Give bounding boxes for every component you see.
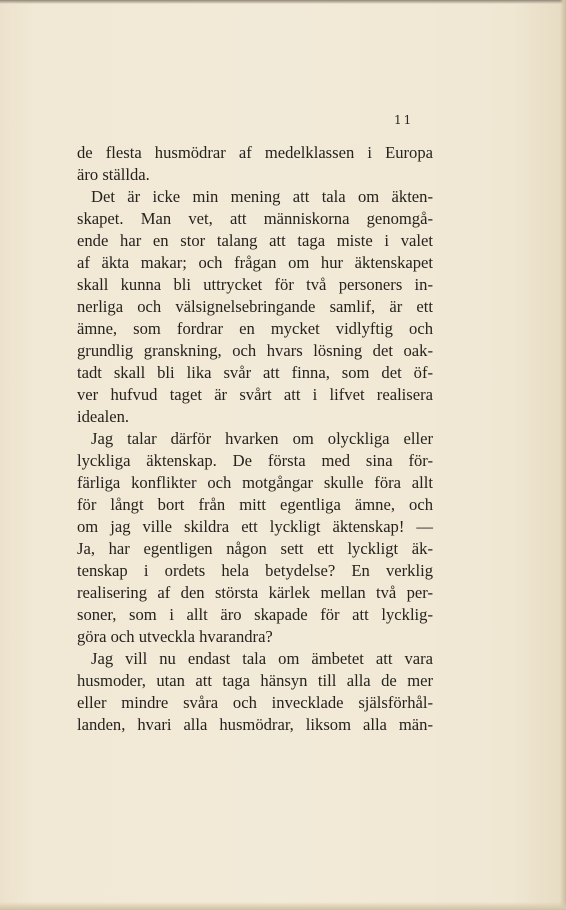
- page-bottom-edge: [0, 902, 566, 910]
- text-line: skapet. Man vet, att människorna genomgå-: [77, 209, 433, 228]
- page-number: 11: [394, 113, 414, 127]
- text-line: Jag vill nu endast tala om ämbetet att vara: [91, 649, 433, 668]
- page-top-edge: [0, 0, 566, 4]
- text-line: Jag talar därför hvarken om olyckliga eller: [91, 429, 433, 448]
- text-line: göra och utveckla hvarandra?: [77, 627, 273, 646]
- text-line: Ja, har egentligen någon sett ett lyckligt äk-: [77, 539, 433, 558]
- text-line: färliga konflikter och motgångar skulle föra allt: [77, 473, 433, 492]
- text-line: ver hufvud taget är svårt att i lifvet realisera: [77, 385, 433, 404]
- text-line: för långt bort från mitt egentliga ämne, och: [77, 495, 433, 514]
- text-line: landen, hvari alla husmödrar, liksom alla män-: [77, 715, 433, 734]
- text-line: idealen.: [77, 407, 130, 426]
- text-line: tadt skall bli lika svår att finna, som det öf-: [77, 363, 433, 382]
- text-line: soner, som i allt äro skapade för att lycklig-: [77, 605, 433, 624]
- text-line: husmoder, utan att taga hänsyn till alla de mer: [77, 671, 433, 690]
- page-right-edge: [560, 0, 566, 910]
- text-line: ende har en stor talang att taga miste i valet: [77, 231, 433, 250]
- text-line: om jag ville skildra ett lyckligt äktenskap! —: [77, 517, 433, 536]
- text-line: tenskap i ordets hela betydelse? En verklig: [77, 561, 433, 580]
- body-text: [77, 142, 433, 736]
- text-line: skall kunna bli uttrycket för två personers in-: [77, 275, 433, 294]
- text-line: lyckliga äktenskap. De första med sina för-: [77, 451, 433, 470]
- text-line: eller mindre svåra och invecklade själsförhål-: [77, 693, 433, 712]
- text-line: Det är icke min mening att tala om äkten-: [91, 187, 433, 206]
- text-line: realisering af den största kärlek mellan två per-: [77, 583, 433, 602]
- text-line: grundlig granskning, och hvars lösning det oak-: [77, 341, 433, 360]
- text-line: nerliga och välsignelsebringande samlif, är ett: [77, 297, 433, 316]
- text-line: af äkta makar; och frågan om hur äktenskapet: [77, 253, 433, 272]
- text-line: de flesta husmödrar af medelklassen i Europa: [77, 143, 433, 162]
- text-line: ämne, som fordrar en mycket vidlyftig och: [77, 319, 433, 338]
- text-line: äro ställda.: [77, 165, 150, 184]
